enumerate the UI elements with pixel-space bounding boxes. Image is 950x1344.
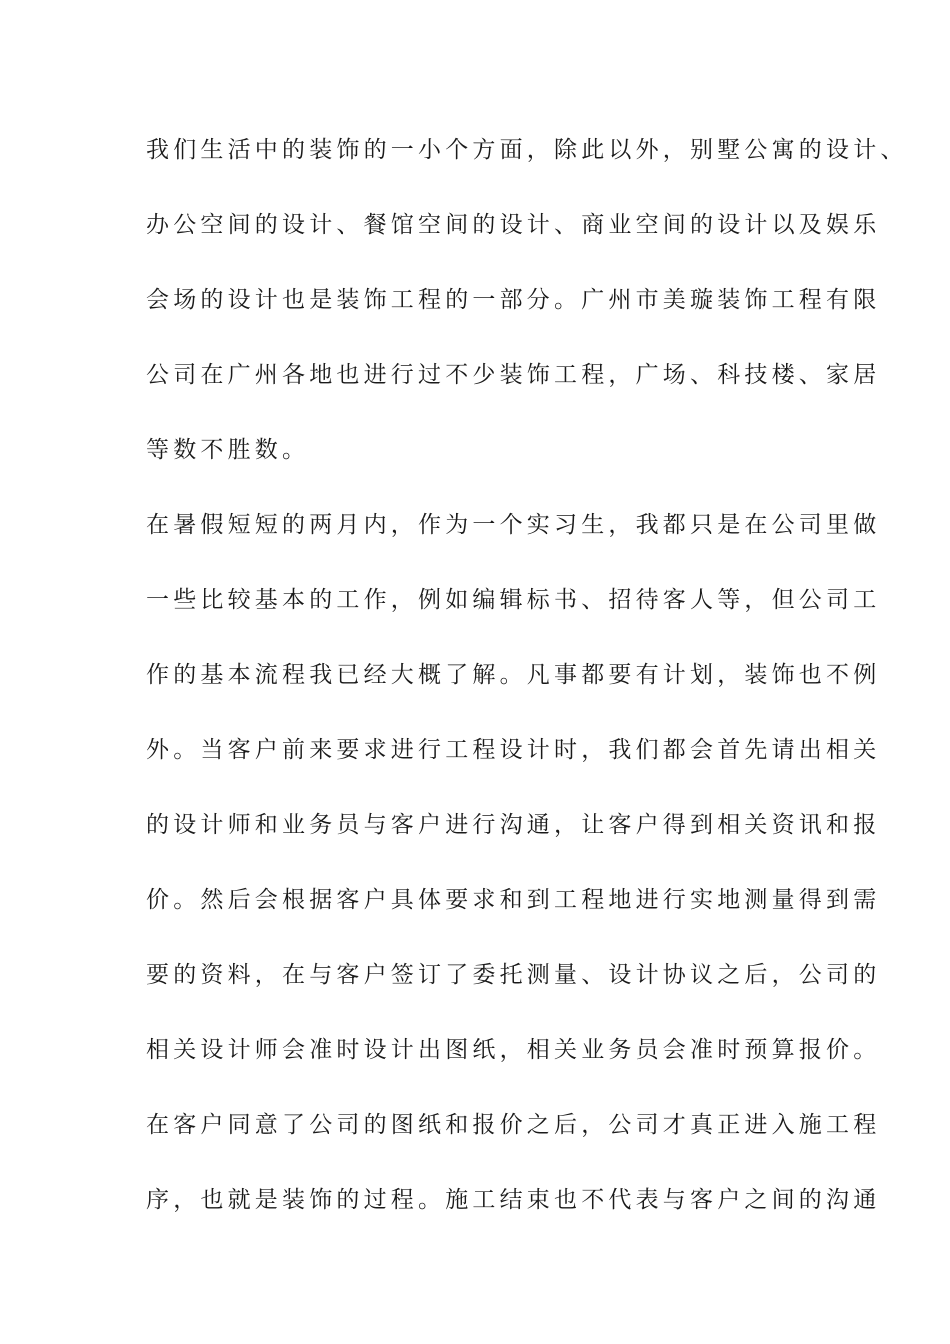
- text-line: 外。当客户前来要求进行工程设计时，我们都会首先请出相关: [146, 737, 881, 763]
- text-line: 我们生活中的装饰的一小个方面，除此以外，别墅公寓的设计、: [146, 137, 908, 163]
- text-line: 会场的设计也是装饰工程的一部分。广州市美璇装饰工程有限: [146, 287, 881, 313]
- text-line: 办公空间的设计、餐馆空间的设计、商业空间的设计以及娱乐: [146, 212, 881, 238]
- text-line: 价。然后会根据客户具体要求和到工程地进行实地测量得到需: [146, 887, 881, 913]
- text-line: 在客户同意了公司的图纸和报价之后，公司才真正进入施工程: [146, 1112, 881, 1138]
- text-line: 公司在广州各地也进行过不少装饰工程，广场、科技楼、家居: [146, 362, 881, 388]
- text-line: 等数不胜数。: [146, 437, 310, 463]
- text-line: 序，也就是装饰的过程。施工结束也不代表与客户之间的沟通: [146, 1187, 881, 1213]
- text-line: 相关设计师会准时设计出图纸，相关业务员会准时预算报价。: [146, 1037, 881, 1063]
- text-line: 在暑假短短的两月内，作为一个实习生，我都只是在公司里做: [146, 512, 881, 538]
- text-line: 要的资料，在与客户签订了委托测量、设计协议之后，公司的: [146, 962, 881, 988]
- text-line: 作的基本流程我已经大概了解。凡事都要有计划，装饰也不例: [146, 662, 881, 688]
- text-line: 一些比较基本的工作，例如编辑标书、招待客人等，但公司工: [146, 587, 881, 613]
- text-line: 的设计师和业务员与客户进行沟通，让客户得到相关资讯和报: [146, 812, 881, 838]
